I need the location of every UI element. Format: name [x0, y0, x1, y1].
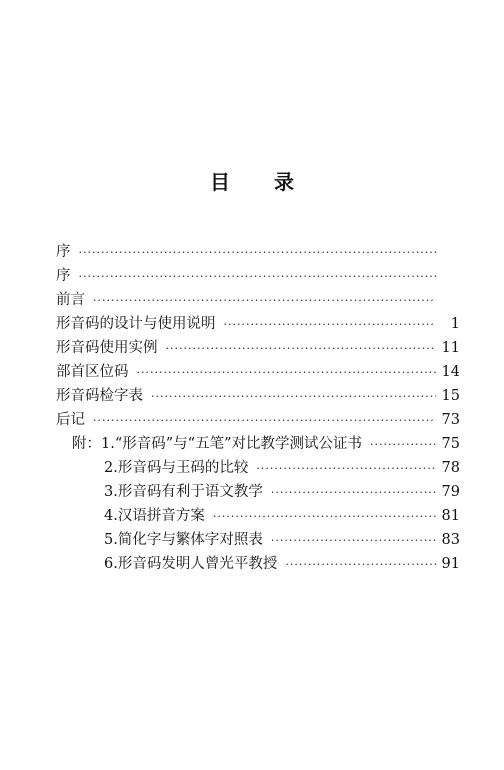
dot-leader — [166, 337, 436, 361]
toc-entry-label: 附：1.“形音码”与“五笔”对比教学测试公证书 — [72, 436, 362, 452]
dot-leader — [79, 241, 437, 265]
title-char-1: 目 — [210, 170, 230, 194]
dot-leader — [93, 409, 436, 433]
toc-entry-design-usage[interactable] — [56, 312, 460, 336]
toc-entry-page: 14 — [441, 364, 460, 380]
toc-entry-usage-examples[interactable] — [56, 336, 460, 360]
toc-entry-page: 75 — [441, 436, 460, 452]
toc-entry-label: 形音码的设计与使用说明 — [56, 316, 216, 332]
toc-entry-foreword[interactable] — [56, 288, 460, 312]
toc-entry-appendix-2[interactable] — [56, 456, 460, 480]
toc-entry-label: 形音码使用实例 — [56, 340, 158, 356]
dot-leader — [137, 361, 436, 385]
toc-entry-page: 15 — [441, 388, 460, 404]
dot-leader — [271, 529, 436, 553]
toc-entry-page: 11 — [441, 340, 460, 356]
title-char-2: 录 — [274, 170, 294, 194]
dot-leader — [370, 433, 436, 457]
dot-leader — [285, 553, 435, 577]
toc-entry-appendix-4[interactable] — [56, 504, 460, 528]
toc-entry-character-index[interactable] — [56, 384, 460, 408]
dot-leader — [79, 265, 437, 289]
dot-leader — [224, 313, 437, 337]
toc-entry-appendix-3[interactable] — [56, 480, 460, 504]
toc-entry-preface-1[interactable] — [56, 240, 460, 264]
dot-leader — [151, 385, 436, 409]
toc-entry-page: 79 — [441, 484, 460, 500]
toc-entry-label: 部首区位码 — [56, 364, 129, 380]
toc-entry-label: 4.汉语拼音方案 — [104, 508, 205, 524]
dot-leader — [93, 289, 436, 313]
toc-entry-label: 6.形音码发明人曾光平教授 — [104, 556, 278, 572]
toc-entry-radical-codes[interactable] — [56, 360, 460, 384]
page-title — [0, 166, 504, 195]
toc-entry-page: 1 — [450, 316, 460, 332]
toc-entry-label: 形音码检字表 — [56, 388, 143, 404]
dot-leader — [256, 457, 435, 481]
toc-entry-page: 78 — [441, 460, 460, 476]
dot-leader — [213, 505, 436, 529]
toc-entry-label: 前言 — [56, 292, 85, 308]
toc-entry-page: 81 — [441, 508, 460, 524]
toc-entry-afterword[interactable] — [56, 408, 460, 432]
toc-entry-label: 3.形音码有利于语文教学 — [104, 484, 263, 500]
toc-entry-label: 2.形音码与王码的比较 — [104, 460, 249, 476]
toc-entry-appendix-5[interactable] — [56, 528, 460, 552]
toc-entry-label: 后记 — [56, 412, 85, 428]
table-of-contents — [56, 240, 460, 576]
dot-leader — [271, 481, 436, 505]
toc-entry-page: 73 — [441, 412, 460, 428]
toc-entry-preface-2[interactable] — [56, 264, 460, 288]
toc-entry-label: 序 — [56, 244, 71, 260]
toc-entry-page: 91 — [441, 556, 460, 572]
toc-entry-appendix-6[interactable] — [56, 552, 460, 576]
toc-entry-page: 83 — [441, 532, 460, 548]
toc-entry-label: 5.简化字与繁体字对照表 — [104, 532, 263, 548]
toc-entry-label: 序 — [56, 268, 71, 284]
toc-entry-appendix-1[interactable] — [56, 432, 460, 456]
